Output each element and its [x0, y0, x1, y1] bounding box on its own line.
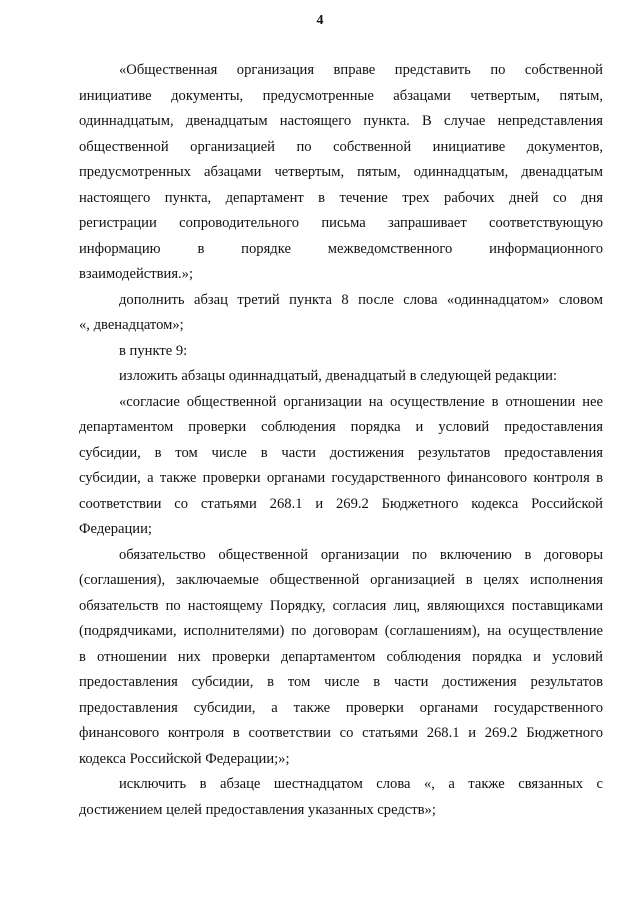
text-line: дополнить абзац третий пункта 8 после слова «одиннадцатом» словом [119, 291, 603, 308]
text-line: обязательство общественной организации по включению в договоры [119, 546, 603, 563]
text-line: в отношении них проверки департаментом соблюдения порядка и условий [79, 648, 603, 665]
text-line: предоставления субсидии, в том числе в части достижения результатов [79, 674, 603, 690]
text-line: департаментом проверки соблюдения порядка и условий предоставления [79, 419, 603, 435]
text-line: (соглашения), заключаемые общественной организацией в целях исполнения [79, 572, 603, 588]
text-line: «согласие общественной организации на осуществление в отношении нее [119, 393, 603, 410]
paragraph-exclude-words [79, 772, 603, 823]
page-number: 4 [316, 13, 324, 28]
text-line: финансового контроля в соответствии со статьями 268.1 и 269.2 Бюджетного [79, 725, 603, 741]
text-line: предусмотренных абзацами четвертым, пятым, одиннадцатым, двенадцатым [79, 164, 603, 180]
text-line: субсидии, в том числе в части достижения результатов предоставления [79, 444, 603, 461]
text-line: регистрации сопроводительного письма запрашивает соответствующую [79, 215, 603, 231]
paragraph-contractor-obligation [79, 543, 603, 773]
text-line: исключить в абзаце шестнадцатом слова «, а также связанных с [119, 776, 603, 792]
text-line: в пункте 9: [119, 342, 188, 359]
document-body [79, 58, 603, 823]
text-line: соответствии со статьями 268.1 и 269.2 Бюджетного кодекса Российской [79, 495, 603, 512]
text-line: «, двенадцатом»; [79, 317, 184, 333]
paragraph-public-org-documents [79, 58, 603, 288]
text-line: обязательств по настоящему Порядку, согласия лиц, являющихся поставщиками [79, 597, 603, 614]
text-line: достижением целей предоставления указанных средств»; [79, 801, 436, 818]
text-line: изложить абзацы одиннадцатый, двенадцатый в следующей редакции: [119, 368, 558, 384]
text-line: информацию в порядке межведомственного информационного [79, 240, 603, 257]
text-line: взаимодействия.»; [79, 266, 194, 282]
text-line: настоящего пункта, департамент в течение трех рабочих дней со дня [79, 189, 603, 206]
paragraph-amend-point-8 [79, 288, 603, 339]
text-line: (подрядчиками, исполнителями) по договорам (соглашениям), на осуществление [79, 623, 603, 639]
paragraph-consent-to-inspection [79, 390, 603, 543]
text-line: кодекса Российской Федерации;»; [79, 750, 290, 767]
text-line: субсидии, а также проверки органами государственного финансового контроля в [79, 470, 603, 486]
text-line: «Общественная организация вправе представить по собственной [119, 62, 603, 78]
text-line: Федерации; [79, 521, 152, 537]
paragraph-point-9-heading [79, 339, 603, 365]
text-line: инициативе документы, предусмотренные абзацами четвертым, пятым, [79, 87, 603, 104]
text-line: предоставления субсидии, а также проверки органами государственного [79, 699, 603, 716]
paragraph-restate-instruction [79, 364, 603, 390]
text-line: общественной организацией по собственной инициативе документов, [79, 138, 603, 155]
text-line: одиннадцатым, двенадцатым настоящего пункта. В случае непредставления [79, 113, 603, 129]
